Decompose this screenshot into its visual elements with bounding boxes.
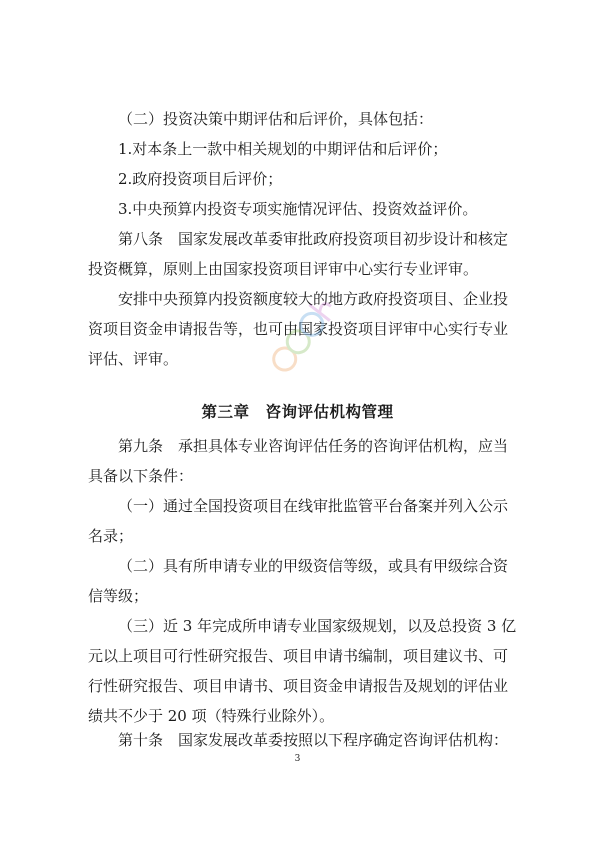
paragraph-line: 安排中央预算内投资额度较大的地方政府投资项目、企业投 [118,290,509,308]
paragraph-line: （二）具有所申请专业的甲级资信等级，或具有甲级综合资 [118,557,509,575]
page-number: 3 [294,754,301,764]
article-9-line-1: 第九条 承担具体专业咨询评估任务的咨询评估机构，应当 [118,437,509,455]
paragraph-line: （二）投资决策中期评估和后评价，具体包括： [118,110,434,128]
paragraph-line: 绩共不少于 20 项（特殊行业除外）。 [88,707,335,725]
paragraph-line: 评估、评审。 [88,350,179,368]
paragraph-line: 行性研究报告、项目申请书、项目资金申请报告及规划的评估业 [88,677,509,695]
paragraph-line: 名录； [88,527,134,545]
paragraph-line: 信等级； [88,587,149,605]
article-8-line-2: 投资概算，原则上由国家投资项目评审中心实行专业评审。 [88,260,479,278]
paragraph-line: 1.对本条上一款中相关规划的中期评估和后评价； [118,140,448,158]
article-9-line-2: 具备以下条件： [88,467,194,485]
paragraph-line: （三）近 3 年完成所申请专业国家级规划，以及总投资 3 亿 [118,617,517,635]
paragraph-line: 资项目资金申请报告等，也可由国家投资项目评审中心实行专业 [88,320,509,338]
chapter-heading: 第三章 咨询评估机构管理 [201,403,394,421]
paragraph-line: 2.政府投资项目后评价； [118,170,283,188]
article-10-line-1: 第十条 国家发展改革委按照以下程序确定咨询评估机构： [118,731,509,749]
paragraph-line: （一）通过全国投资项目在线审批监管平台备案并列入公示 [118,497,509,515]
article-8-line-1: 第八条 国家发展改革委审批政府投资项目初步设计和核定 [118,230,509,248]
paragraph-line: 3.中央预算内投资专项实施情况评估、投资效益评价。 [118,200,478,218]
paragraph-line: 元以上项目可行性研究报告、项目申请书编制，项目建议书、可 [88,647,509,665]
